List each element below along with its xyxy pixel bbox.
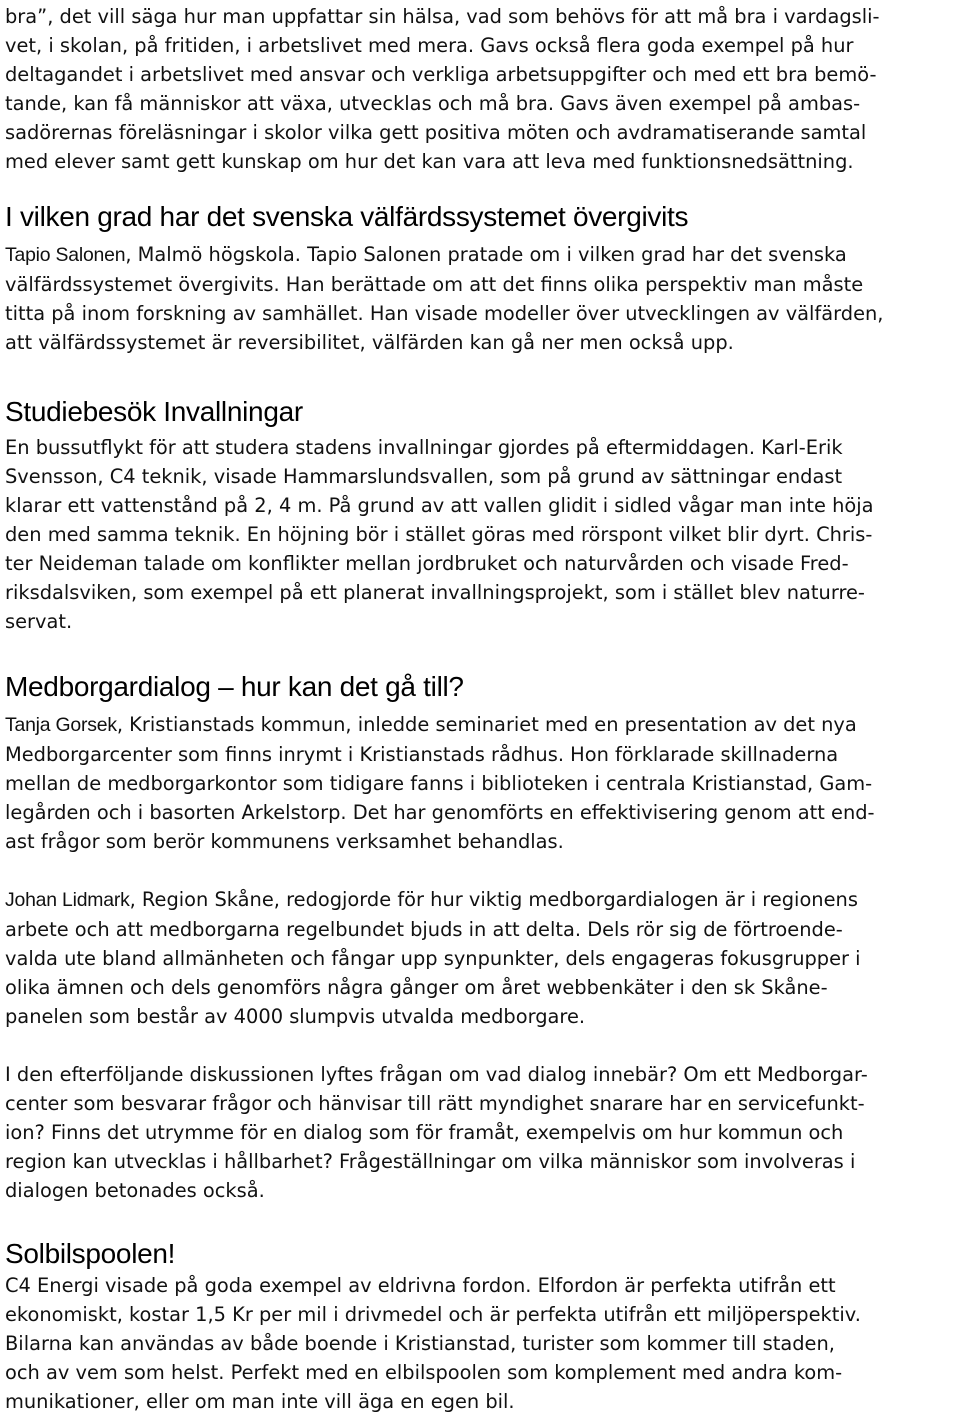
section-paragraph-johan <box>5 885 955 1031</box>
text-line: den med samma teknik. En höjning bör i stället göras med rörspont vilket blir dyrt. Chris- <box>5 523 873 546</box>
text-line <box>5 710 955 740</box>
text-line: dialogen betonades också. <box>5 1179 265 1202</box>
section-heading-solbilspoolen: Solbilspoolen! <box>5 1238 176 1269</box>
text-line: ast frågor som berör kommunens verksamhet behandlas. <box>5 830 564 853</box>
text-line: Bilarna kan användas av både boende i Kristianstad, turister som kommer till staden, <box>5 1332 835 1355</box>
text-line: panelen som består av 4000 slumpvis utvalda medborgare. <box>5 1005 586 1028</box>
speaker-name: Tanja Gorsek <box>5 714 117 736</box>
text-line <box>5 240 955 270</box>
text-line: ion? Finns det utrymme för en dialog som för framåt, exempelvis om hur kommun och <box>5 1121 844 1144</box>
section-paragraph-studiebesok <box>5 433 955 636</box>
speaker-name: Tapio Salonen <box>5 244 126 266</box>
section-heading-studiebesok: Studiebesök Invallningar <box>5 396 303 427</box>
text-line: bra”, det vill säga hur man uppfattar sin hälsa, vad som behövs för att må bra i vardagsli- <box>5 5 880 28</box>
text-line: En bussutflykt för att studera stadens invallningar gjordes på eftermiddagen. Karl-Erik <box>5 436 843 459</box>
text-line: arbete och att medborgarna regelbundet bjuds in att delta. Dels rör sig de förtroende- <box>5 918 843 941</box>
text-line: center som besvarar frågor och hänvisar till rätt myndighet snarare har en servicefunkt- <box>5 1092 865 1115</box>
text-line: ter Neideman talade om konflikter mellan jordbruket och naturvården och visade Fred- <box>5 552 849 575</box>
text-line: Svensson, C4 teknik, visade Hammarslundsvallen, som på grund av sättningar endast <box>5 465 843 488</box>
text-line: deltagandet i arbetslivet med ansvar och verkliga arbetsuppgifter och med ett bra bemö- <box>5 63 877 86</box>
text-line: att välfärdssystemet är reversibilitet, välfärden kan gå ner men också upp. <box>5 331 734 354</box>
text-fragment: , Region Skåne, redogjorde för hur viktig medborgardialogen är i regionens <box>129 888 858 911</box>
section-heading-medborgardialog: Medborgardialog – hur kan det gå till? <box>5 671 464 702</box>
text-line: sadörernas föreläsningar i skolor vilka gett positiva möten och avdramatiserande samtal <box>5 121 867 144</box>
text-line: tande, kan få människor att växa, utvecklas och må bra. Gavs även exempel på ambas- <box>5 92 861 115</box>
text-line: legården och i basorten Arkelstorp. Det har genomförts en effektivisering genom att end- <box>5 801 875 824</box>
text-line: och av vem som helst. Perfekt med en elbilspoolen som komplement med andra kom- <box>5 1361 843 1384</box>
section-paragraph-diskussion <box>5 1060 955 1205</box>
text-line: titta på inom forskning av samhället. Han visade modeller över utvecklingen av välfärden, <box>5 302 884 325</box>
text-line: Medborgarcenter som finns inrymt i Kristianstads rådhus. Hon förklarade skillnaderna <box>5 743 839 766</box>
text-line: riksdalsviken, som exempel på ett planerat invallningsprojekt, som i stället blev naturre- <box>5 581 865 604</box>
text-line: olika ämnen och dels genomförs några gånger om året webbenkäter i den sk Skåne- <box>5 976 828 999</box>
intro-paragraph <box>5 2 955 176</box>
text-line: C4 Energi visade på goda exempel av eldrivna fordon. Elfordon är perfekta utifrån ett <box>5 1274 836 1297</box>
text-fragment: , Kristianstads kommun, inledde seminariet med en presentation av det nya <box>116 713 857 736</box>
text-line: ekonomiskt, kostar 1,5 Kr per mil i drivmedel och är perfekta utifrån ett miljöperspektiv. <box>5 1303 861 1326</box>
text-line: servat. <box>5 610 73 633</box>
section-paragraph-tanja <box>5 710 955 856</box>
text-line: munikationer, eller om man inte vill äga en egen bil. <box>5 1390 515 1413</box>
speaker-name: Johan Lidmark <box>5 889 130 911</box>
text-line: I den efterföljande diskussionen lyftes frågan om vad dialog innebär? Om ett Medborgar- <box>5 1063 868 1086</box>
text-line: vet, i skolan, på fritiden, i arbetslivet med mera. Gavs också flera goda exempel på hur <box>5 34 854 57</box>
text-line: mellan de medborgarkontor som tidigare fanns i biblioteken i centrala Kristianstad, Gam- <box>5 772 873 795</box>
text-line: välfärdssystemet övergivits. Han berättade om att det finns olika perspektiv man måste <box>5 273 864 296</box>
text-fragment: , Malmö högskola. Tapio Salonen pratade om i vilken grad har det svenska <box>125 243 847 266</box>
text-line: valda ute bland allmänheten och fångar upp synpunkter, dels engageras fokusgrupper i <box>5 947 861 970</box>
text-line: klarar ett vattenstånd på 2, 4 m. På grund av att vallen glidit i sidled vågar man inte höja <box>5 494 874 517</box>
section-paragraph-valfard <box>5 240 955 357</box>
text-line: region kan utvecklas i hållbarhet? Frågeställningar om vilka människor som involveras i <box>5 1150 856 1173</box>
text-line: med elever samt gett kunskap om hur det kan vara att leva med funktionsnedsättning. <box>5 150 854 173</box>
text-line <box>5 885 955 915</box>
section-heading-valfard: I vilken grad har det svenska välfärdssystemet övergivits <box>5 201 689 232</box>
section-paragraph-solbilspoolen <box>5 1271 955 1416</box>
